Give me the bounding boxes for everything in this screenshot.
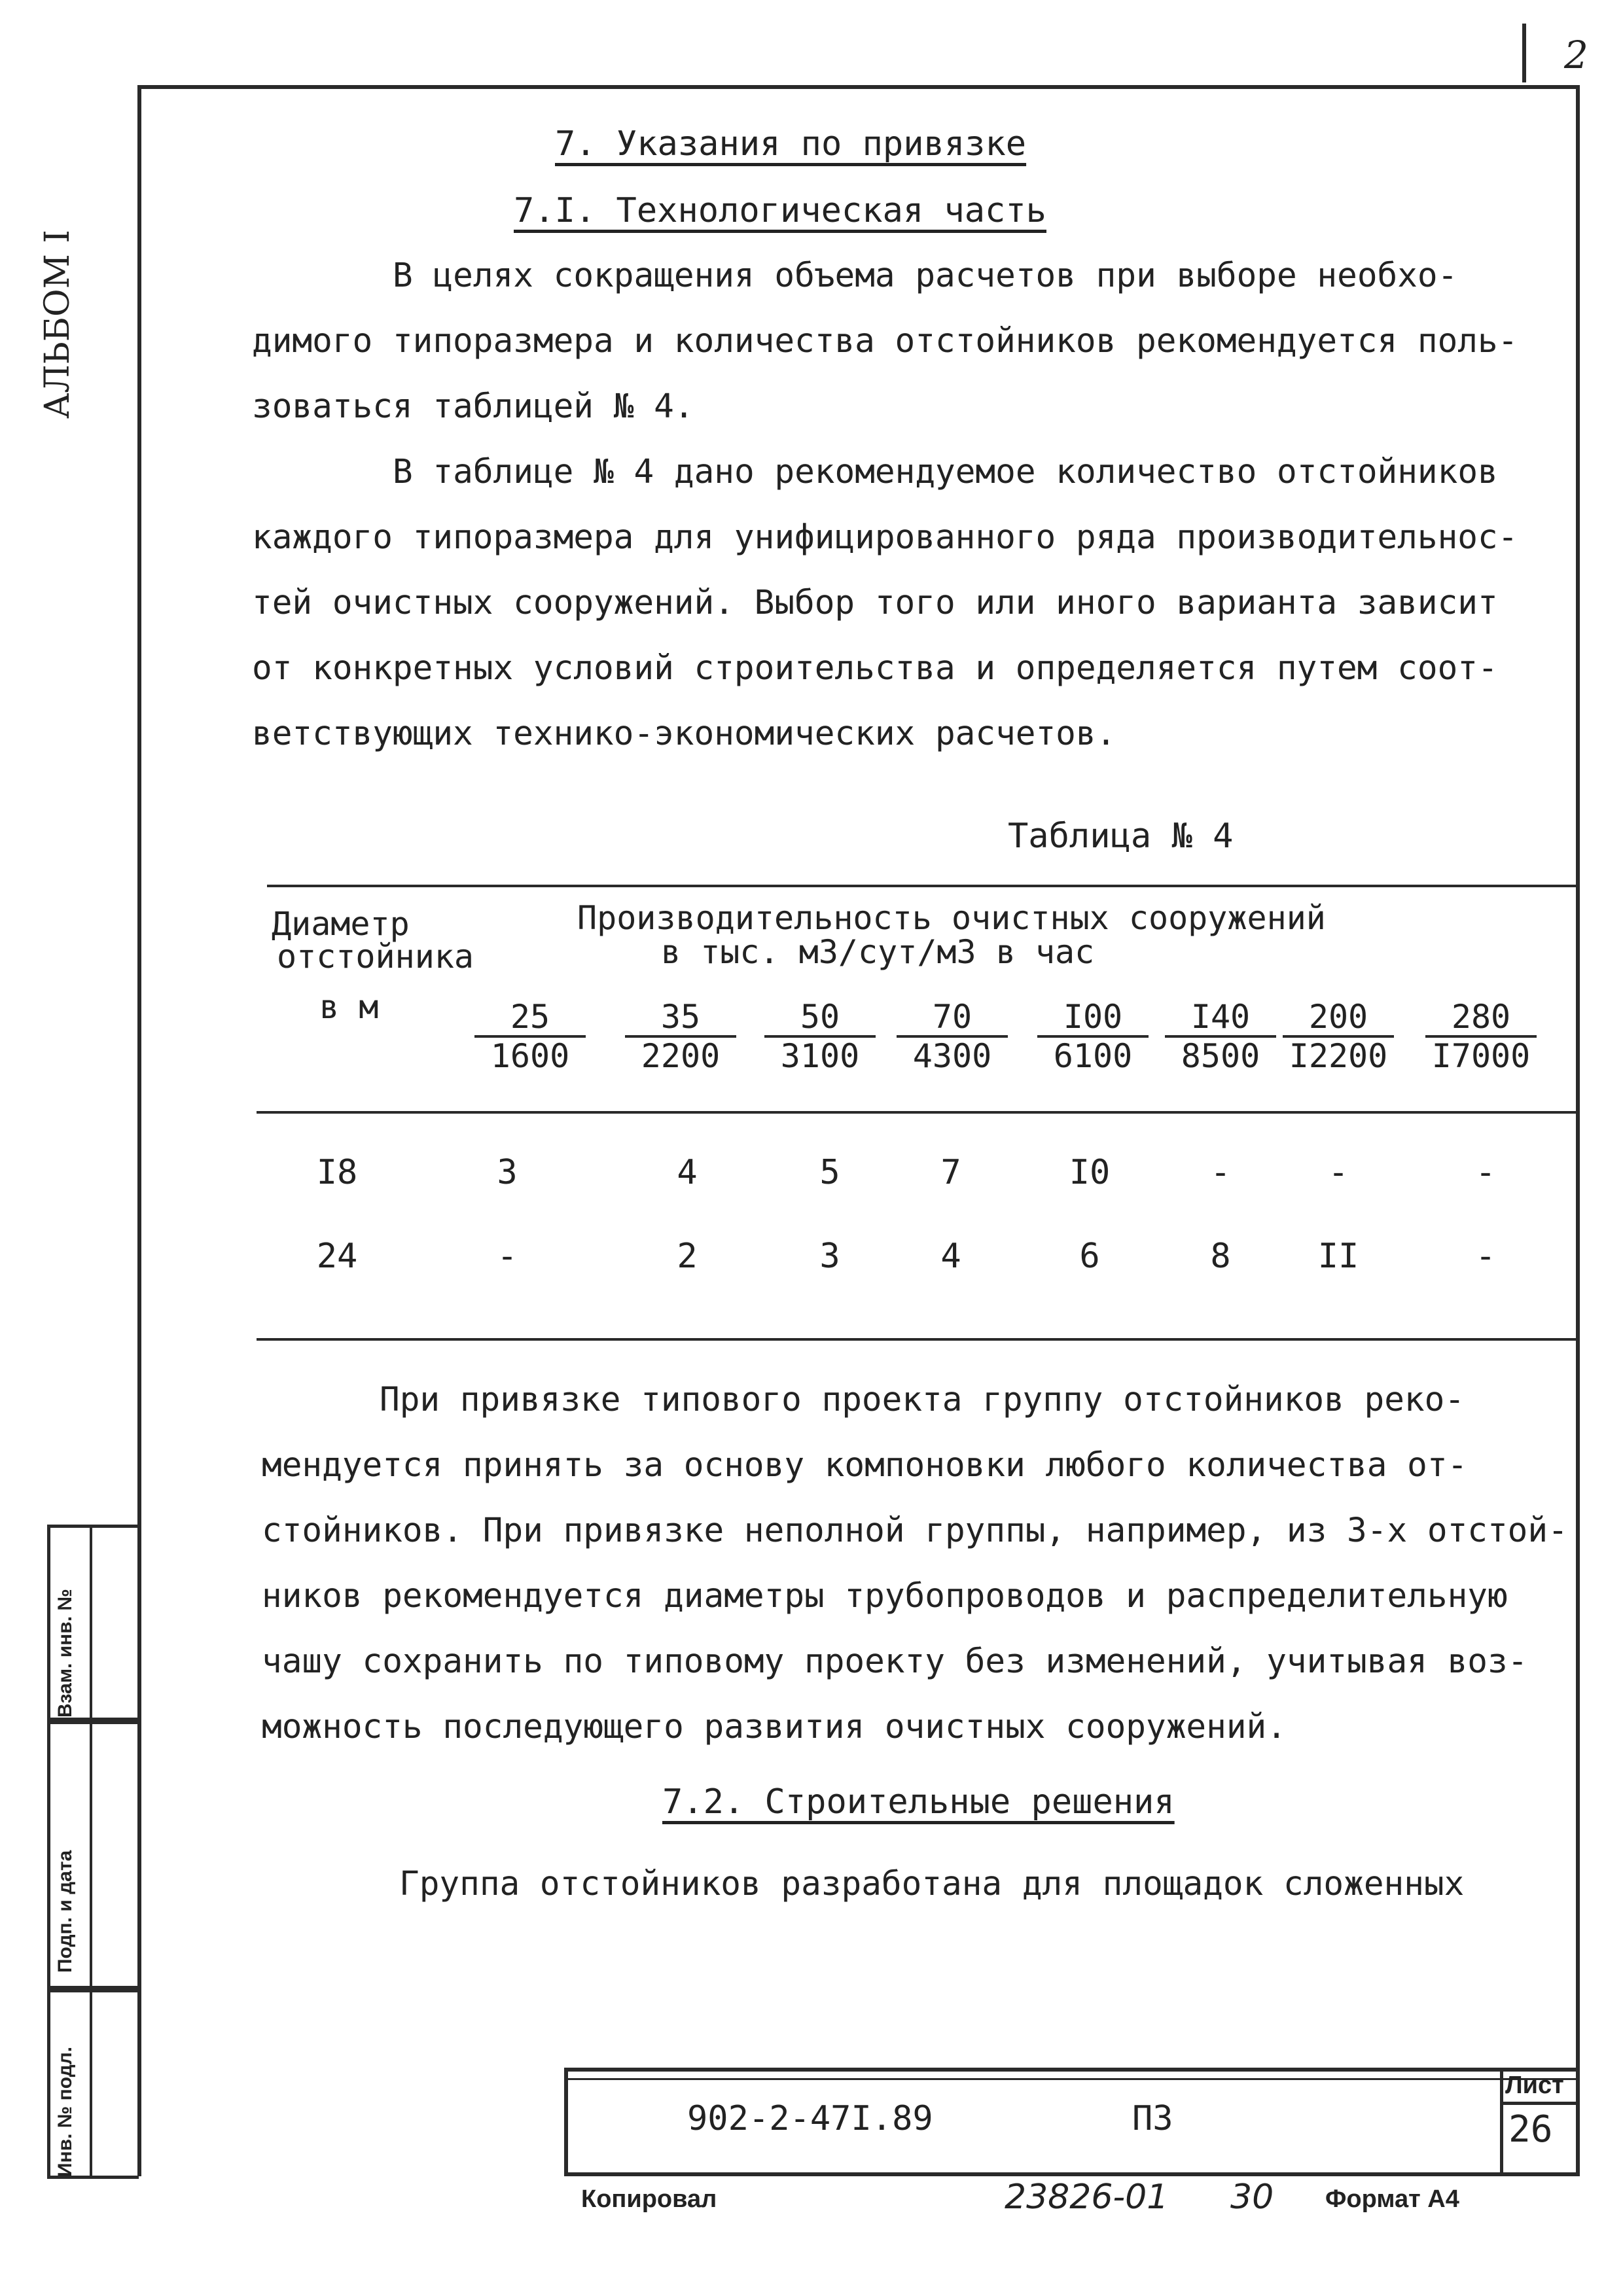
footer-copy-number: 30 bbox=[1230, 2178, 1274, 2217]
col-header-diameter-2: отстойника bbox=[277, 938, 474, 976]
table-cell: 8 bbox=[1210, 1237, 1231, 1276]
capacity-thousand-m3-day: 200 bbox=[1283, 1000, 1394, 1038]
capacity-fraction bbox=[897, 1000, 1008, 1073]
paragraph-2 bbox=[252, 440, 1518, 767]
paragraph-3-line: можность последующего развития очистных сооружений. bbox=[262, 1708, 1287, 1746]
stamp-label: Подп. и дата bbox=[54, 1850, 76, 1973]
paragraph-1-line: димого типоразмера и количества отстойников рекомендуется поль- bbox=[252, 322, 1518, 361]
paragraph-3-line: мендуется принять за основу компоновки любого количества от- bbox=[262, 1446, 1468, 1485]
table-cell: - bbox=[497, 1237, 518, 1276]
capacity-thousand-m3-day: 50 bbox=[764, 1000, 876, 1038]
capacity-fraction bbox=[1425, 1000, 1537, 1073]
capacity-m3-hour: 8500 bbox=[1181, 1037, 1260, 1075]
capacity-m3-hour: 1600 bbox=[490, 1037, 570, 1075]
table-cell: 5 bbox=[819, 1153, 840, 1192]
footer-order-number: 23826-01 bbox=[1005, 2178, 1169, 2217]
table-cell: - bbox=[1475, 1153, 1496, 1192]
group-header-capacity-2: в тыс. м3/сут/м3 в час bbox=[661, 933, 1095, 971]
stamp-divider bbox=[90, 1724, 92, 1986]
capacity-thousand-m3-day: 25 bbox=[474, 1000, 586, 1038]
col-header-diameter-unit: в м bbox=[319, 988, 379, 1026]
sheet-label: Лист bbox=[1505, 2072, 1564, 2099]
capacity-fraction bbox=[625, 1000, 736, 1073]
capacity-fraction bbox=[1165, 1000, 1276, 1073]
page-number-mark bbox=[1522, 24, 1526, 82]
paragraph-3 bbox=[262, 1368, 1568, 1760]
paragraph-2-line: ветствующих технико-экономических расчетов. bbox=[252, 715, 1116, 753]
table-cell: - bbox=[1210, 1153, 1231, 1192]
paragraph-3-line: При привязке типового проекта группу отстойников реко- bbox=[380, 1381, 1465, 1419]
paragraph-2-line: каждого типоразмера для унифицированного ряда производительнос- bbox=[252, 518, 1518, 557]
paragraph-2-line: тей очистных сооружений. Выбор того или иного варианта зависит bbox=[252, 584, 1498, 622]
table-cell: - bbox=[1328, 1153, 1349, 1192]
paragraph-4: Группа отстойников разработана для площадок сложенных bbox=[399, 1865, 1465, 1903]
capacity-thousand-m3-day: 280 bbox=[1425, 1000, 1537, 1038]
stamp-original-inventory bbox=[47, 1989, 139, 2179]
capacity-m3-hour: 4300 bbox=[912, 1037, 992, 1075]
capacity-fraction bbox=[1037, 1000, 1149, 1073]
stamp-signature-date bbox=[47, 1721, 139, 1989]
capacity-thousand-m3-day: I40 bbox=[1165, 1000, 1276, 1038]
row-diameter: 24 bbox=[316, 1237, 358, 1276]
paragraph-1-line: зоваться таблицей № 4. bbox=[252, 387, 694, 426]
subsection-heading-tech: 7.I. Технологическая часть bbox=[514, 191, 1046, 230]
footer-copied: Копировал bbox=[581, 2185, 717, 2213]
table-header-rule bbox=[257, 1111, 1580, 1114]
album-label: АЛЬБОМ I bbox=[38, 230, 77, 419]
table-cell: 4 bbox=[677, 1153, 698, 1192]
table-caption: Таблица № 4 bbox=[1008, 817, 1234, 856]
table-cell: I0 bbox=[1069, 1153, 1111, 1192]
capacity-m3-hour: 6100 bbox=[1053, 1037, 1133, 1075]
table-bottom-rule bbox=[257, 1338, 1580, 1341]
table-top-rule bbox=[267, 885, 1580, 887]
table-cell: 7 bbox=[940, 1153, 961, 1192]
col-header-diameter-1: Диаметр bbox=[272, 905, 410, 943]
capacity-m3-hour: I2200 bbox=[1289, 1037, 1388, 1075]
section-heading: 7. Указания по привязке bbox=[555, 124, 1027, 164]
subsection-heading-construction: 7.2. Строительные решения bbox=[662, 1782, 1175, 1822]
table-cell: II bbox=[1317, 1237, 1359, 1276]
paragraph-3-line: чашу сохранить по типовому проекту без изменений, учитывая воз- bbox=[262, 1642, 1528, 1681]
stamp-label: Взам. инв. № bbox=[54, 1589, 76, 1718]
paragraph-1-line: В целях сокращения объема расчетов при выборе необхо- bbox=[393, 256, 1458, 295]
document-code: 902-2-47I.89 bbox=[687, 2099, 933, 2138]
stamp-divider bbox=[90, 1992, 92, 2176]
stamp-label: Инв. № подл. bbox=[54, 2046, 76, 2177]
paragraph-3-line: стойников. При привязке неполной группы, например, из 3-х отстой- bbox=[262, 1511, 1568, 1550]
capacity-thousand-m3-day: I00 bbox=[1037, 1000, 1149, 1038]
sheet-number: 26 bbox=[1508, 2108, 1553, 2151]
stamp-divider bbox=[90, 1528, 92, 1718]
title-block-rule bbox=[568, 2078, 1576, 2080]
capacity-fraction bbox=[474, 1000, 586, 1073]
page-number: 2 bbox=[1564, 33, 1588, 77]
group-header-capacity-1: Производительность очистных сооружений bbox=[577, 899, 1326, 937]
capacity-m3-hour: 2200 bbox=[641, 1037, 721, 1075]
paragraph-2-line: от конкретных условий строительства и определяется путем соот- bbox=[252, 649, 1498, 688]
stamp-replaced-inventory bbox=[47, 1525, 139, 1721]
capacity-fraction bbox=[1283, 1000, 1394, 1073]
table-cell: 6 bbox=[1079, 1237, 1100, 1276]
table-cell: 3 bbox=[819, 1237, 840, 1276]
table-cell: - bbox=[1475, 1237, 1496, 1276]
footer-format: Формат А4 bbox=[1325, 2185, 1459, 2213]
capacity-thousand-m3-day: 70 bbox=[897, 1000, 1008, 1038]
capacity-m3-hour: 3100 bbox=[780, 1037, 860, 1075]
capacity-fraction bbox=[764, 1000, 876, 1073]
document-section: ПЗ bbox=[1132, 2099, 1173, 2138]
sheet-divider bbox=[1500, 2102, 1580, 2105]
table-cell: 2 bbox=[677, 1237, 698, 1276]
table-cell: 4 bbox=[940, 1237, 961, 1276]
row-diameter: I8 bbox=[316, 1153, 358, 1192]
capacity-thousand-m3-day: 35 bbox=[625, 1000, 736, 1038]
paragraph-1 bbox=[252, 243, 1518, 440]
paragraph-2-line: В таблице № 4 дано рекомендуемое количество отстойников bbox=[393, 453, 1498, 491]
paragraph-3-line: ников рекомендуется диаметры трубопроводов и распределительную bbox=[262, 1577, 1508, 1616]
capacity-m3-hour: I7000 bbox=[1431, 1037, 1531, 1075]
table-cell: 3 bbox=[497, 1153, 518, 1192]
